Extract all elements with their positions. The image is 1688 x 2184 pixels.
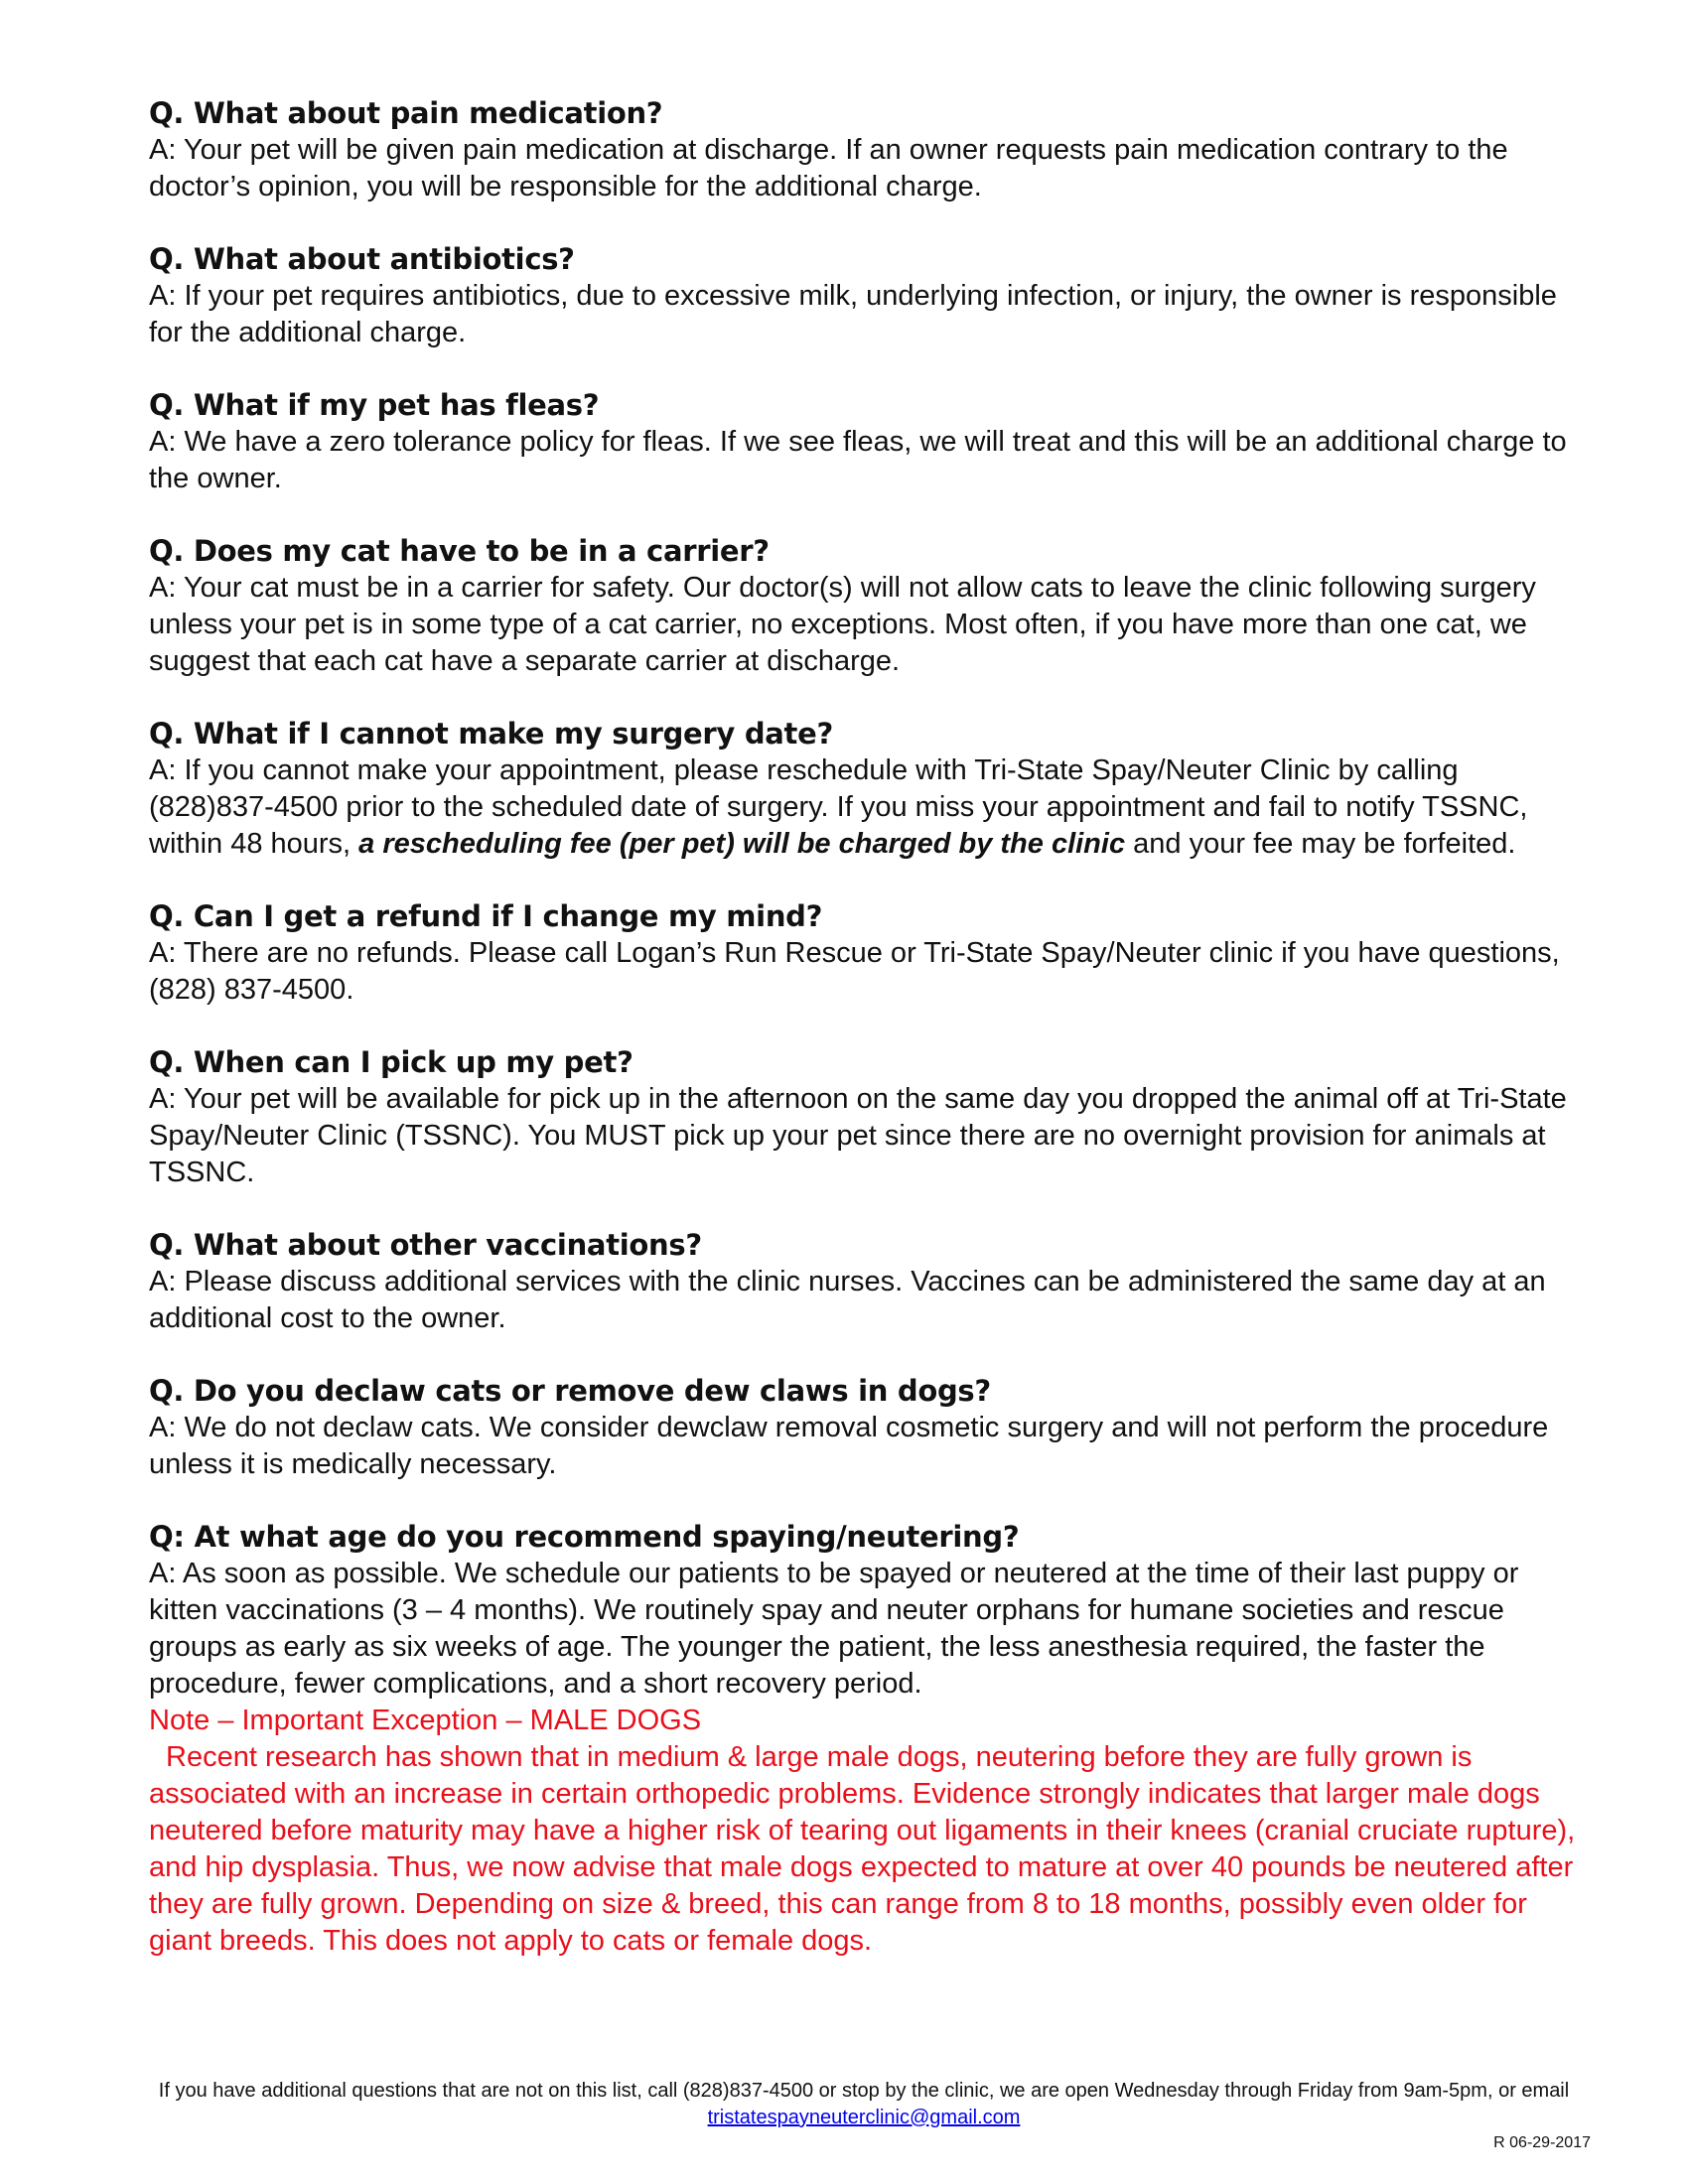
faq-answer: A: Your pet will be given pain medication at discharge. If an owner requests pain medication contrary to the doctor’s opinion, you will be responsible for the additional charge.	[149, 134, 1508, 203]
faq-surgery-date	[149, 716, 1589, 863]
faq-cat-carrier	[149, 533, 1589, 680]
faq-answer: A: As soon as possible. We schedule our patients to be spayed or neutered at the time of their last puppy or kitten vaccinations (3 – 4 months). We routinely spay and neuter orphans for humane societies and rescue groups as early as six weeks of age. The younger the patient, the less anesthesia required, the faster the procedure, fewer complications, and a short recovery period.	[149, 1558, 1519, 1700]
rescheduling-fee-emphasis: a rescheduling fee (per pet) will be charged by the clinic	[358, 828, 1126, 860]
faq-document	[149, 95, 1589, 1995]
faq-question: Q. Do you declaw cats or remove dew claws in dogs?	[149, 1374, 991, 1408]
footer	[149, 2078, 1579, 2131]
faq-refund	[149, 898, 1589, 1009]
faq-question: Q. Does my cat have to be in a carrier?	[149, 534, 770, 568]
note-body: Recent research has shown that in medium & large male dogs, neutering before they are fully grown is associated with an increase in certain orthopedic problems. Evidence strongly indicates that larger male dogs neutered before maturity may have a higher risk of tearing out ligaments in their knees (cranial cruciate rupture), and hip dysplasia. Thus, we now advise that male dogs expected to mature at over 40 pounds be neutered after they are fully grown. Depending on size & breed, this can range from 8 to 18 months, possibly even older for giant breeds. This does not apply to cats or female dogs.	[149, 1741, 1576, 1957]
faq-spay-neuter-age	[149, 1519, 1589, 1960]
faq-answer: A: If your pet requires antibiotics, due to excessive milk, underlying infection, or injury, the owner is responsible for the additional charge.	[149, 280, 1557, 348]
email-link[interactable]: tristatespayneuterclinic@gmail.com	[707, 2107, 1021, 2128]
faq-answer: A: Please discuss additional services with the clinic nurses. Vaccines can be administered the same day at an additional cost to the owner.	[149, 1266, 1546, 1334]
answer-text: A: If you cannot make your appointment, please reschedule with Tri-State Spay/Neuter Clinic by calling (828)837-4500 prior to the scheduled date of surgery. If you miss your appointment and fail to notify TSSNC, within 48 hours,	[149, 754, 1528, 860]
faq-question: Q. What about other vaccinations?	[149, 1228, 702, 1262]
faq-answer: A: We have a zero tolerance policy for fleas. If we see fleas, we will treat and this will be an additional charge to the owner.	[149, 426, 1567, 494]
faq-question: Q. What about pain medication?	[149, 96, 663, 130]
faq-question: Q. When can I pick up my pet?	[149, 1045, 633, 1079]
faq-answer: A: Your pet will be available for pick up in the afternoon on the same day you dropped the animal off at Tri-State Spay/Neuter Clinic (TSSNC). You MUST pick up your pet since there are no overnight provision for animals at TSSNC.	[149, 1083, 1567, 1188]
faq-question: Q. What about antibiotics?	[149, 242, 575, 276]
faq-declaw	[149, 1373, 1589, 1483]
faq-pick-up	[149, 1044, 1589, 1191]
answer-text-end: and your fee may be forfeited.	[1125, 828, 1516, 860]
faq-pain-medication	[149, 95, 1589, 205]
faq-answer: A: We do not declaw cats. We consider dewclaw removal cosmetic surgery and will not perform the procedure unless it is medically necessary.	[149, 1412, 1549, 1480]
faq-question: Q. What if I cannot make my surgery date?	[149, 717, 833, 751]
faq-question: Q. What if my pet has fleas?	[149, 388, 600, 422]
note-title: Note – Important Exception – MALE DOGS	[149, 1705, 702, 1736]
faq-vaccinations	[149, 1227, 1589, 1337]
faq-answer: A: There are no refunds. Please call Logan’s Run Rescue or Tri-State Spay/Neuter clinic if you have questions, (828) 837-4500.	[149, 937, 1560, 1006]
faq-fleas	[149, 387, 1589, 497]
faq-question: Q: At what age do you recommend spaying/neutering?	[149, 1520, 1020, 1554]
faq-antibiotics	[149, 241, 1589, 351]
faq-question: Q. Can I get a refund if I change my mind?	[149, 899, 823, 933]
revision-date: R 06-29-2017	[1493, 2134, 1591, 2151]
footer-text: If you have additional questions that are not on this list, call (828)837-4500 or stop by the clinic, we are open Wednesday through Friday from 9am-5pm, or email	[158, 2080, 1570, 2102]
faq-answer	[149, 752, 1589, 863]
faq-answer: A: Your cat must be in a carrier for safety. Our doctor(s) will not allow cats to leave the clinic following surgery unless your pet is in some type of a cat carrier, no exceptions. Most often, if you have more than one cat, we suggest that each cat have a separate carrier at discharge.	[149, 572, 1536, 677]
